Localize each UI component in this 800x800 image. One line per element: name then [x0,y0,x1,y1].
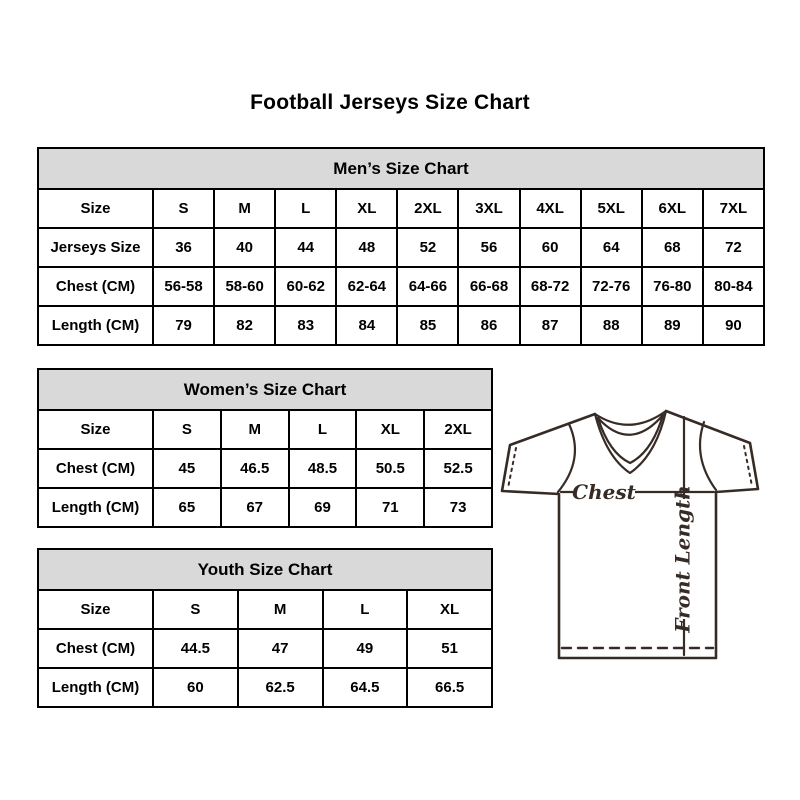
value-cell: 67 [221,488,289,527]
value-cell: 86 [458,306,519,345]
value-cell: 51 [407,629,492,668]
value-cell: 6XL [642,189,703,228]
value-cell: 60-62 [275,267,336,306]
value-cell: 72 [703,228,764,267]
value-cell: 49 [323,629,408,668]
value-cell: 48 [336,228,397,267]
value-cell: 68 [642,228,703,267]
value-cell: 2XL [424,410,492,449]
value-cell: 50.5 [356,449,424,488]
value-cell: M [214,189,275,228]
value-cell: 44.5 [153,629,238,668]
table-row [38,410,492,449]
value-cell: M [238,590,323,629]
value-cell: M [221,410,289,449]
row-label-cell: Chest (CM) [38,449,153,488]
value-cell: 56-58 [153,267,214,306]
youth-size-table [37,548,493,708]
row-label-cell: Chest (CM) [38,629,153,668]
value-cell: 62.5 [238,668,323,707]
value-cell: 60 [520,228,581,267]
value-cell: 71 [356,488,424,527]
value-cell: 80-84 [703,267,764,306]
value-cell: 58-60 [214,267,275,306]
right-sleeve-seam [700,422,716,490]
value-cell: 79 [153,306,214,345]
value-cell: L [289,410,357,449]
value-cell: 64 [581,228,642,267]
value-cell: 46.5 [221,449,289,488]
row-label-cell: Length (CM) [38,668,153,707]
value-cell: 60 [153,668,238,707]
value-cell: 65 [153,488,221,527]
value-cell: 66.5 [407,668,492,707]
value-cell: 64.5 [323,668,408,707]
value-cell: 5XL [581,189,642,228]
value-cell: 3XL [458,189,519,228]
row-label-cell: Jerseys Size [38,228,153,267]
table-row [38,488,492,527]
mens-size-table [37,147,765,346]
value-cell: 76-80 [642,267,703,306]
value-cell: 84 [336,306,397,345]
table-row [38,267,764,306]
value-cell: 45 [153,449,221,488]
value-cell: S [153,590,238,629]
table-row [38,590,492,629]
table-section-header: Women’s Size Chart [38,369,492,410]
value-cell: 36 [153,228,214,267]
value-cell: XL [407,590,492,629]
value-cell: 90 [703,306,764,345]
value-cell: 7XL [703,189,764,228]
value-cell: 52.5 [424,449,492,488]
value-cell: 4XL [520,189,581,228]
value-cell: 66-68 [458,267,519,306]
row-label-cell: Chest (CM) [38,267,153,306]
table-row [38,306,764,345]
value-cell: 44 [275,228,336,267]
value-cell: S [153,189,214,228]
front-length-label: Front Length [670,485,695,633]
page-title: Football Jerseys Size Chart [250,91,530,114]
value-cell: 40 [214,228,275,267]
table-row [38,228,764,267]
value-cell: 82 [214,306,275,345]
value-cell: 89 [642,306,703,345]
value-cell: 88 [581,306,642,345]
womens-size-table [37,368,493,528]
row-label-cell: Length (CM) [38,488,153,527]
row-label-cell: Size [38,590,153,629]
value-cell: 62-64 [336,267,397,306]
value-cell: 72-76 [581,267,642,306]
row-label-cell: Size [38,189,153,228]
table-row [38,629,492,668]
value-cell: L [275,189,336,228]
table-section-header: Men’s Size Chart [38,148,764,189]
table-row [38,668,492,707]
value-cell: 64-66 [397,267,458,306]
value-cell: 47 [238,629,323,668]
value-cell: 56 [458,228,519,267]
value-cell: 85 [397,306,458,345]
table-section-header: Youth Size Chart [38,549,492,590]
table-row [38,449,492,488]
value-cell: XL [356,410,424,449]
jersey-measurement-diagram [499,395,779,689]
value-cell: XL [336,189,397,228]
jersey-outline-shape [502,411,758,658]
value-cell: 73 [424,488,492,527]
row-label-cell: Length (CM) [38,306,153,345]
value-cell: 52 [397,228,458,267]
value-cell: 68-72 [520,267,581,306]
value-cell: 83 [275,306,336,345]
value-cell: 2XL [397,189,458,228]
row-label-cell: Size [38,410,153,449]
value-cell: 69 [289,488,357,527]
value-cell: L [323,590,408,629]
vneck-inner-line [598,415,663,463]
value-cell: S [153,410,221,449]
value-cell: 87 [520,306,581,345]
table-row [38,189,764,228]
value-cell: 48.5 [289,449,357,488]
chest-label: Chest [572,480,636,504]
